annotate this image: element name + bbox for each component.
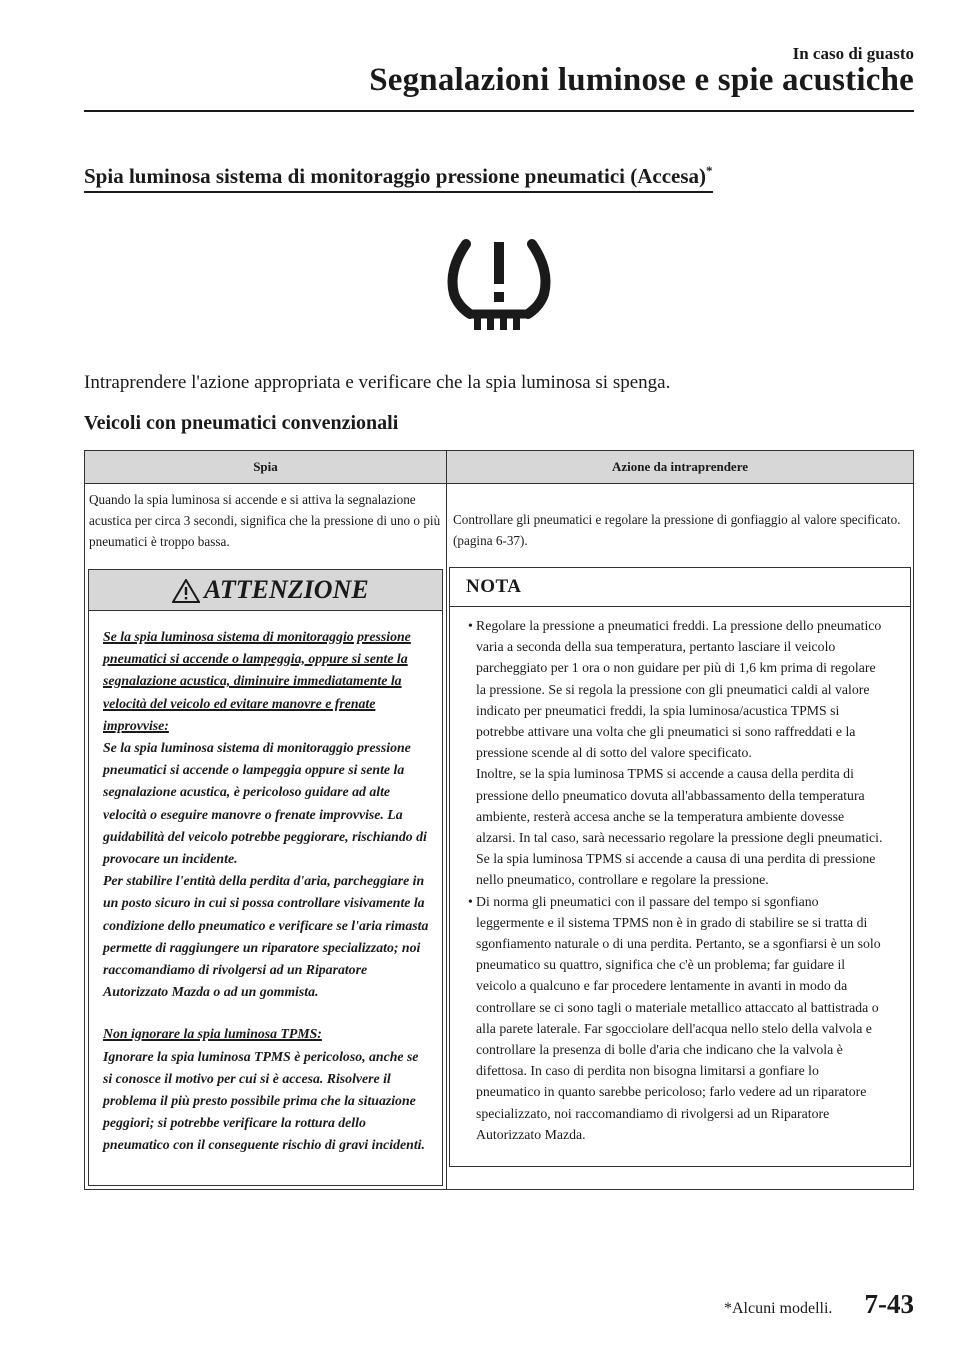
warning-table [84, 450, 914, 1190]
warning-paragraph-1: Se la spia luminosa sistema di monitoraggio pressione pneumatici si accende o lampeggia oppure si sente la segnalazione acustica, è pericoloso guidare ad alte velocità o eseguire manovre o frenate improvvise. La guidabilità del veicolo potrebbe peggiorare, rischiando di provocare un incidente. [103, 740, 427, 867]
bullet: • [468, 618, 473, 633]
footnote: *Alcuni modelli. [724, 1300, 833, 1317]
bullet: • [468, 893, 473, 909]
section-title-text: Spia luminosa sistema di monitoraggio pressione pneumatici (Accesa) [84, 164, 707, 188]
note-item-1: Regolare la pressione a pneumatici freddi. La pressione dello pneumatico varia a seconda della sua temperatura, pertanto lasciare il veicolo parcheggiato per 1 ora o non guidare per più di 1,6 km prima di regolare la pressione. Se si regola la pressione con gli pneumatici caldi al valore indicato per pneumatici freddi, la spia luminosa/acustica TPMS si potrebbe attivare una volta che gli pneumatici si sono raffreddati e la pressione scende al di sotto del valore specificato. [476, 618, 882, 761]
warning-title: ATTENZIONE [204, 575, 369, 604]
page-number: 7-43 [864, 1289, 914, 1319]
footnote-asterisk: * [706, 163, 713, 178]
tpms-warning-icon [444, 232, 554, 332]
warning-paragraph-3: Ignorare la spia luminosa TPMS è pericoloso, anche se si conosce il motivo per cui si è accesa. Risolvere il problema il più presto possibile prima che la situazione peggiori; si potrebbe verificare la rottura dello pneumatico con il conseguente rischio di gravi incidenti. [103, 1048, 425, 1153]
warning-body [103, 626, 429, 1157]
azione-description: Controllare gli pneumatici e regolare la pressione di gonfiaggio al valore specificato. (pagina 6-37). [453, 512, 901, 548]
note-item-2: Di norma gli pneumatici con il passare del tempo si sgonfiano leggermente e il sistema TPMS non è in grado di stabilire se si tratta di sgonfiamento naturale o di una perdita. Pertanto, se a sgonfiarsi è un solo pneumatico su quattro, significa che c'è un problema; far guidare il veicolo a qualcuno e far procedere lentamente in avanti in modo da controllare se ci sono tagli o materiale metallico attaccato al battistrada o alla parete laterale. Far sgocciolare dell'acqua nello stelo della valvola e controllare la presenza di bolle d'aria che indicano che la valvola è difettosa. In caso di perdita non bisogna limitarsi a gonfiare lo pneumatico in quanto sarebbe pericoloso; farlo vedere ad un riparatore specializzato, noi raccomandiamo di rivolgersi ad un Riparatore Autorizzato Mazda. [476, 893, 881, 1142]
column-divider [446, 451, 447, 1189]
note-list [468, 615, 886, 1145]
chapter-label: In caso di guasto [792, 44, 914, 63]
page-header-title: Segnalazioni luminose e spie acustiche [369, 62, 914, 98]
table-header [85, 451, 913, 484]
warning-paragraph-2: Per stabilire l'entità della perdita d'aria, parcheggiare in un posto sicuro in cui si possa controllare visivamente la condizione dello pneumatico e verificare se l'aria rimasta permette di raggiungere un riparatore specializzato; noi raccomandiamo di rivolgersi ad un Riparatore Autorizzato Mazda o ad un gommista. [103, 873, 429, 1000]
note-header [450, 568, 910, 607]
column-header-spia: Spia [253, 459, 278, 474]
column-header-azione: Azione da intraprendere [611, 459, 748, 474]
list-item [468, 615, 886, 891]
spia-description: Quando la spia luminosa si accende e si attiva la segnalazione acustica per circa 3 secondi, significa che la pressione di uno o più pneumatici è troppo bassa. [89, 492, 441, 549]
header-divider [84, 110, 914, 112]
note-item-1-continued: Inoltre, se la spia luminosa TPMS si accende a causa della perdita di pressione dello pneumatico dovuta all'abbassamento della temperatura ambiente, resterà accesa anche se la temperatura ambiente dovesse alzarsi. In tal caso, sarà necessario regolare la pressione degli pneumatici. Se la spia luminosa TPMS si accende a causa di una perdita di pressione nello pneumatico, controllare e regolare la pressione. [476, 766, 883, 888]
note-box [449, 567, 911, 1167]
warning-heading-1: Se la spia luminosa sistema di monitoraggio pressione pneumatici si accende o lampeggia, oppure si sente la segnalazione acustica, diminuire immediatamente la velocità del veicolo ed evitare manovre e frenate improvvise: [103, 629, 411, 733]
warning-triangle-icon [172, 579, 200, 603]
note-title: NOTA [466, 576, 522, 597]
intro-text: Intraprendere l'azione appropriata e verificare che la spia luminosa si spenga. [84, 372, 671, 393]
section-title [84, 163, 713, 193]
warning-box [88, 569, 443, 1186]
subsection-title: Veicoli con pneumatici convenzionali [84, 412, 399, 434]
list-item [468, 891, 886, 1145]
warning-heading-2: Non ignorare la spia luminosa TPMS: [103, 1026, 322, 1042]
warning-header [89, 570, 442, 611]
